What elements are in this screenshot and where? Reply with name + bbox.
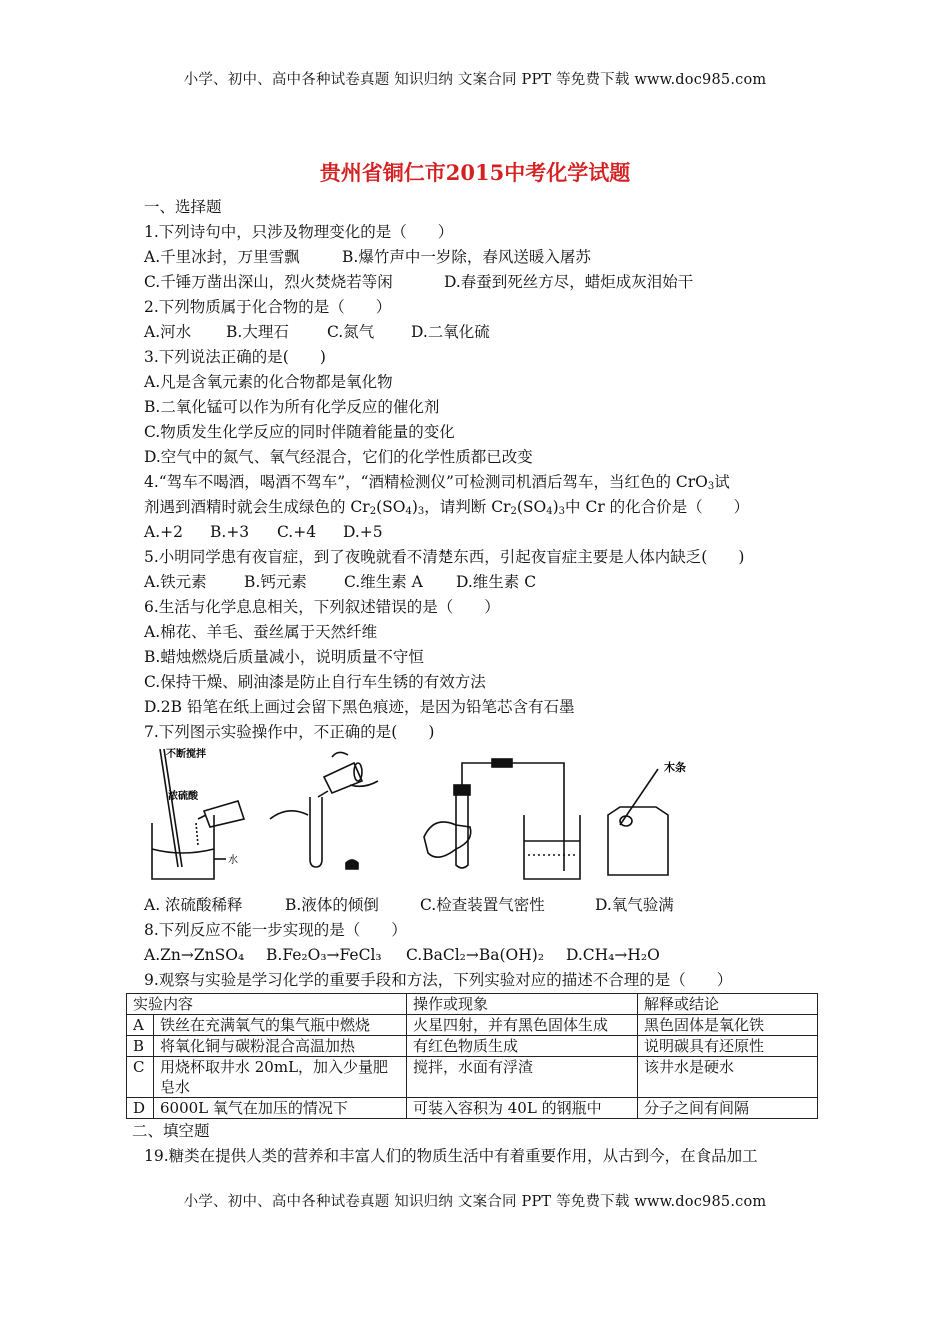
question-7-figures: [144, 745, 824, 893]
option-b: B.二氧化锰可以作为所有化学反应的催化剂: [144, 398, 440, 416]
option-a: A.河水: [144, 323, 192, 341]
section-heading: 一、选择题: [144, 198, 222, 216]
header-operation: 操作或现象: [407, 994, 638, 1015]
option-b: B.液体的倾倒: [285, 896, 379, 914]
liquid-pouring-figure: [268, 745, 388, 885]
question-3-stem: 3.下列说法正确的是( ): [144, 348, 326, 366]
option-d: D.二氧化硫: [411, 323, 490, 341]
question-1-options-row2: [144, 270, 824, 295]
airtightness-figure: [414, 745, 584, 885]
question-4-stem-line1: 4.“驾车不喝酒，喝酒不驾车”，“酒精检测仪”可检测司机酒后驾车，当红色的 CrO$_3$试: [144, 473, 730, 492]
question-2-stem: 2.下列物质属于化合物的是（ ）: [144, 298, 392, 316]
option-c: C.检查装置气密性: [420, 896, 545, 914]
section-heading: 二、填空题: [132, 1122, 210, 1140]
water-label: 水: [228, 855, 238, 866]
exam-content: [132, 195, 824, 1169]
table-row: B 将氧化铜与碳粉混合高温加热 有红色物质生成 说明碳具有还原性: [127, 1036, 818, 1057]
question-8-options: [144, 943, 824, 968]
option-c: C.保持干燥、刷油漆是防止自行车生锈的有效方法: [144, 673, 486, 691]
question-4-options: [144, 520, 824, 545]
question-7-stem: 7.下列图示实验操作中，不正确的是( ): [144, 723, 435, 741]
option-d: D.2B 铅笔在纸上画过会留下黑色痕迹，是因为铅笔芯含有石墨: [144, 698, 575, 716]
option-b: B.+3: [210, 523, 250, 541]
question-19-stem: 19.糖类在提供人类的营养和丰富人们的物质生活中有着重要作用，从古到今，在食品加工: [144, 1147, 758, 1165]
option-b: B.钙元素: [244, 573, 307, 591]
acid-dilution-figure: [146, 745, 256, 885]
option-d: D.空气中的氮气、氧气经混合，它们的化学性质都已改变: [144, 448, 533, 466]
oxygen-check-figure: [604, 745, 714, 885]
option-c: C.维生素 A: [344, 573, 423, 591]
header-conclusion: 解释或结论: [638, 994, 818, 1015]
option-c: C.物质发生化学反应的同时伴随着能量的变化: [144, 423, 455, 441]
acid-label: 浓硫酸: [168, 791, 198, 802]
page-title: 贵州省铜仁市2015中考化学试题: [319, 160, 631, 185]
option-a: A.铁元素: [144, 573, 207, 591]
page-header: 小学、初中、高中各种试卷真题 知识归纳 文案合同 PPT 等免费下载 www.doc985.com: [183, 72, 767, 88]
option-b: B.Fe₂O₃→FeCl₃: [266, 946, 382, 964]
question-7-options: [144, 893, 824, 918]
question-2-options: [144, 320, 824, 345]
option-a: A.+2: [144, 523, 183, 541]
stir-label: 不断搅拌: [166, 749, 206, 760]
option-a: A.凡是含氧元素的化合物都是氧化物: [144, 373, 393, 391]
header-content: 实验内容: [127, 994, 407, 1015]
option-d: D.维生素 C: [456, 573, 537, 591]
option-a: A. 浓硫酸稀释: [144, 896, 243, 914]
table-row: C 用烧杯取井水 20mL，加入少量肥皂水 搅拌，水面有浮渣 该井水是硬水: [127, 1057, 818, 1098]
stick-label: 木条: [664, 761, 686, 774]
table-row: D 6000L 氧气在加压的情况下 可装入容积为 40L 的钢瓶中 分子之间有间隔: [127, 1098, 818, 1119]
option-c: C.BaCl₂→Ba(OH)₂: [406, 946, 545, 964]
option-c: C.氮气: [327, 323, 375, 341]
option-a: A.千里冰封，万里雪飘: [144, 248, 300, 266]
question-5-stem: 5.小明同学患有夜盲症，到了夜晚就看不清楚东西，引起夜盲症主要是人体内缺乏( ): [144, 548, 745, 566]
option-d: D.春蚕到死丝方尽，蜡炬成灰泪始干: [444, 273, 694, 291]
question-4-stem-line2: 剂遇到酒精时就会生成绿色的 $Cr_2(SO_4)_3$，请判断 $Cr_2(SO_4)_3$中 Cr 的化合价是（ ）: [144, 498, 750, 517]
option-a: A.Zn→ZnSO₄: [144, 946, 245, 964]
option-d: D.CH₄→H₂O: [566, 946, 660, 964]
question-1-options-row1: [144, 245, 824, 270]
option-d: D.氧气验满: [595, 896, 674, 914]
option-a: A.棉花、羊毛、蚕丝属于天然纤维: [144, 623, 378, 641]
page-footer: 小学、初中、高中各种试卷真题 知识归纳 文案合同 PPT 等免费下载 www.doc985.com: [183, 1194, 767, 1210]
question-6-stem: 6.生活与化学息息相关，下列叙述错误的是（ ）: [144, 598, 500, 616]
question-9-stem: 9.观察与实验是学习化学的重要手段和方法，下列实验对应的描述不合理的是（ ）: [144, 971, 733, 989]
option-b: B.爆竹声中一岁除，春风送暖入屠苏: [342, 248, 591, 266]
question-5-options: [144, 570, 824, 595]
question-9-table: [126, 993, 818, 1119]
option-b: B.蜡烛燃烧后质量减小，说明质量不守恒: [144, 648, 424, 666]
table-header-row: [127, 994, 818, 1015]
option-b: B.大理石: [226, 323, 289, 341]
table-row: A 铁丝在充满氧气的集气瓶中燃烧 火星四射，并有黑色固体生成 黑色固体是氧化铁: [127, 1015, 818, 1036]
option-d: D.+5: [343, 523, 383, 541]
question-8-stem: 8.下列反应不能一步实现的是（ ）: [144, 921, 407, 939]
question-1-stem: 1.下列诗句中，只涉及物理变化的是（ ）: [144, 223, 454, 241]
option-c: C.+4: [277, 523, 317, 541]
option-c: C.千锤万凿出深山，烈火焚烧若等闲: [144, 273, 393, 291]
